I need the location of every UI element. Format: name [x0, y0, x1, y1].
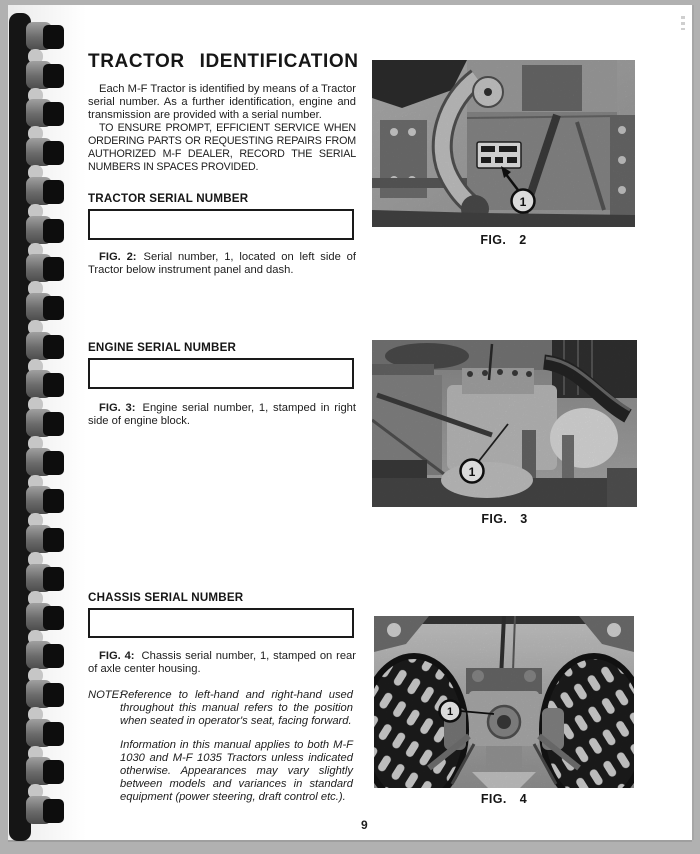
caption-fig3-label: FIG. 3:: [99, 402, 136, 414]
binding-tooth: [0, 256, 72, 298]
heading-engine-serial-number: ENGINE SERIAL NUMBER: [88, 341, 237, 354]
heading-chassis-serial-number: CHASSIS SERIAL NUMBER: [88, 591, 244, 604]
note-paragraph-2: Information in this manual applies to both M-F 1030 and M-F 1035 Tractors unless indicated otherwise. Appearances may vary slightly between models and variances in standard equipment (power steering, draft control etc.).: [120, 738, 353, 804]
caption-fig4-text: Chassis serial number, 1, stamped on rear of axle center housing.: [88, 650, 356, 676]
binding-tooth: [0, 682, 72, 724]
tractor-serial-number-box: [88, 209, 354, 240]
note-label: NOTE:: [88, 689, 123, 701]
caption-fig2-label: FIG. 2:: [99, 251, 137, 263]
svg-text:1: 1: [446, 706, 454, 718]
heading-tractor-serial-number: TRACTOR SERIAL NUMBER: [88, 192, 249, 205]
engine-serial-number-box: [88, 358, 354, 389]
fig2-photo-tractor-serial-plate: [372, 60, 635, 227]
binding-tooth: [0, 566, 72, 608]
page-number: 9: [361, 818, 368, 832]
caption-fig4: [88, 650, 356, 676]
svg-text:1: 1: [468, 465, 476, 479]
fig4-caption: FIG. 4: [480, 792, 528, 806]
binding-tooth: [0, 334, 72, 376]
scan-artifact: [681, 16, 685, 30]
caption-fig4-label: FIG. 4:: [99, 650, 135, 662]
note-paragraph-1: Reference to left-hand and right-hand used throughout this manual refers to the position when seated in operator's seat, facing forward.: [120, 689, 353, 728]
page-title: TRACTOR IDENTIFICATION: [88, 51, 359, 72]
caption-fig3-text: Engine serial number, 1, stamped in right side of engine block.: [88, 402, 356, 428]
binding-tooth: [0, 643, 72, 685]
note-block: [88, 689, 353, 815]
binding-tooth: [0, 798, 72, 840]
intro-paragraph-2: TO ENSURE PROMPT, EFFICIENT SERVICE WHEN ORDERING PARTS OR REQUESTING REPAIRS FROM AUTHORIZED M-F DEALER, RECORD THE SERIAL NUMBERS IN SPACES PROVIDED.: [88, 122, 356, 173]
binding-tooth: [0, 527, 72, 569]
binding-tooth: [0, 605, 72, 647]
chassis-serial-number-box: [88, 608, 354, 638]
caption-fig2-text: Serial number, 1, located on left side of Tractor below instrument panel and dash.: [88, 251, 356, 277]
binding-tooth: [0, 450, 72, 492]
fig2-caption: FIG. 2: [480, 233, 527, 247]
fig3-photo-engine-block: [372, 340, 637, 507]
binding-tooth: [0, 759, 72, 801]
binding-tooth: [0, 295, 72, 337]
binding-tooth: [0, 372, 72, 414]
intro-paragraph-1: Each M-F Tractor is identified by means of a Tractor serial number. As a further identification, engine and transmission are provided with a serial number.: [88, 83, 356, 122]
binding-tooth: [0, 179, 72, 221]
fig4-photo-rear-axle: [374, 616, 634, 788]
binding-tooth: [0, 63, 72, 105]
comb-binding: [0, 0, 72, 854]
fig3-caption: FIG. 3: [481, 512, 528, 526]
binding-tooth: [0, 101, 72, 143]
caption-fig3: [88, 402, 356, 428]
binding-tooth: [0, 488, 72, 530]
binding-tooth: [0, 140, 72, 182]
binding-tooth: [0, 24, 72, 66]
svg-text:1: 1: [519, 195, 527, 209]
binding-tooth: [0, 218, 72, 260]
caption-fig2: [88, 251, 356, 277]
binding-tooth: [0, 411, 72, 453]
binding-tooth: [0, 721, 72, 763]
